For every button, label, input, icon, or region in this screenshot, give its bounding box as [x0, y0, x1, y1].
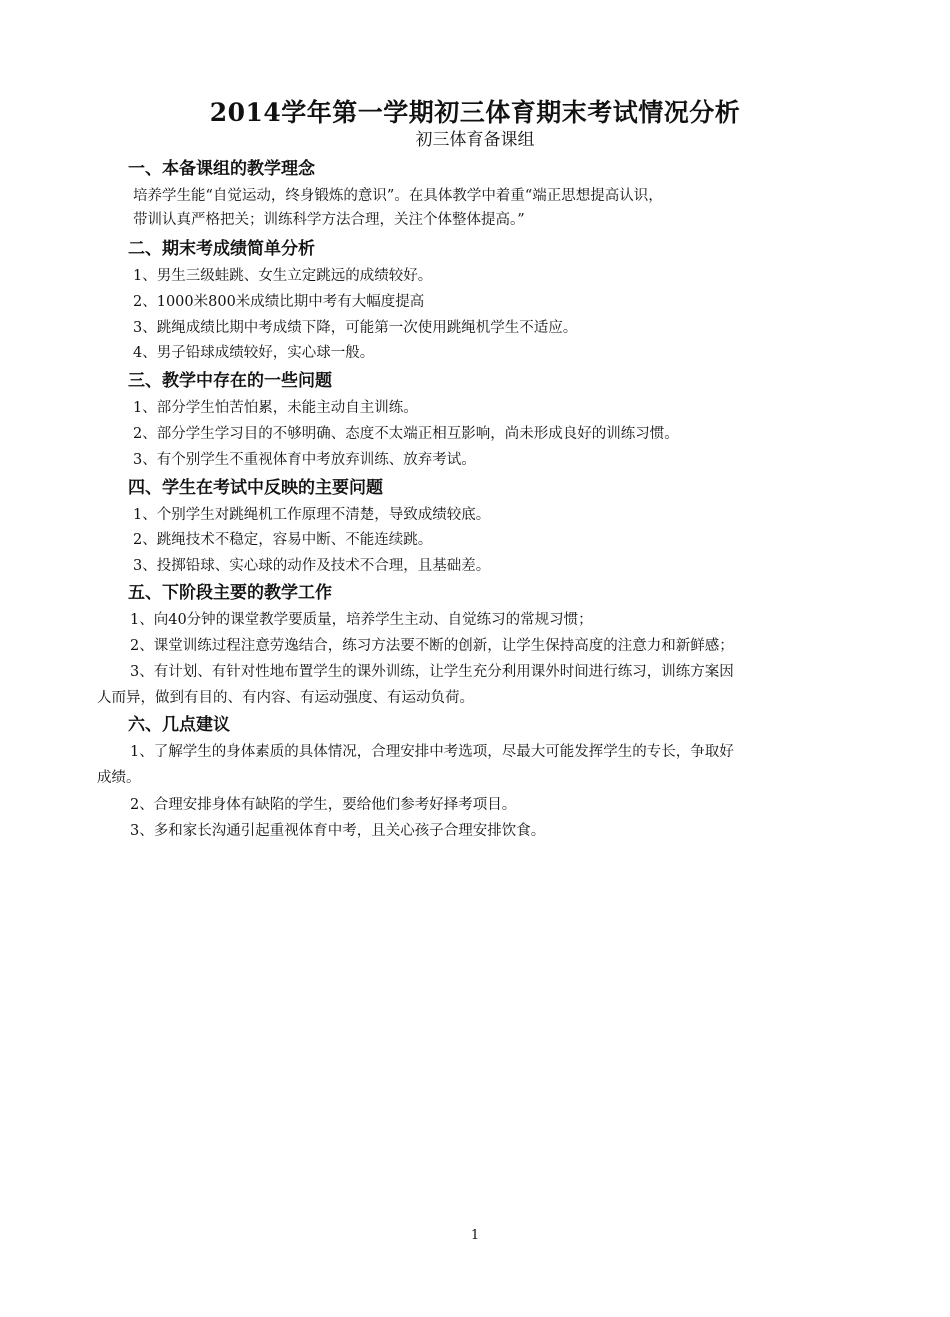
section-heading-3: 三、教学中存在的一些问题: [128, 371, 332, 391]
list-item: 1、向40分钟的课堂教学要质量，培养学生主动、自觉练习的常规习惯；: [130, 612, 593, 628]
list-item: 2、课堂训练过程注意劳逸结合，练习方法要不断的创新，让学生保持高度的注意力和新鲜感；: [130, 638, 734, 654]
document-subtitle: 初三体育备课组: [415, 130, 535, 150]
list-item: 3、有计划、有针对性地布置学生的课外训练，让学生充分利用课外时间进行练习，训练方案因: [130, 664, 734, 680]
list-item: 3、多和家长沟通引起重视体育中考，且关心孩子合理安排饮食。: [130, 823, 546, 839]
list-item: 1、男生三级蛙跳、女生立定跳远的成绩较好。: [133, 268, 433, 284]
list-item: 3、投掷铅球、实心球的动作及技术不合理，且基础差。: [133, 558, 491, 574]
list-item: 3、有个别学生不重视体育中考放弃训练、放弃考试。: [133, 452, 476, 468]
list-item: 2、部分学生学习目的不够明确、态度不太端正相互影响，尚未形成良好的训练习惯。: [133, 426, 679, 442]
section-heading-6: 六、几点建议: [128, 715, 230, 735]
list-item: 2、合理安排身体有缺陷的学生，要给他们参考好择考项目。: [130, 797, 517, 813]
list-item: 2、1000米800米成绩比期中考有大幅度提高: [133, 294, 425, 310]
section-heading-5: 五、下阶段主要的教学工作: [128, 583, 332, 603]
list-item: 2、跳绳技术不稳定，容易中断、不能连续跳。: [133, 532, 433, 548]
list-item-continuation: 成绩。: [97, 770, 141, 786]
paragraph-line: 培养学生能“自觉运动，终身锻炼的意识”。在具体教学中着重“端正思想提高认识，: [133, 188, 663, 204]
list-item: 1、部分学生怕苦怕累，未能主动自主训练。: [133, 400, 418, 416]
list-item: 1、了解学生的身体素质的具体情况，合理安排中考选项，尽最大可能发挥学生的专长，争取好: [130, 744, 734, 760]
list-item: 3、跳绳成绩比期中考成绩下降，可能第一次使用跳绳机学生不适应。: [133, 320, 578, 336]
paragraph-line: 带训认真严格把关；训练科学方法合理，关注个体整体提高。”: [133, 212, 525, 228]
list-item: 1、个别学生对跳绳机工作原理不清楚，导致成绩较底。: [133, 507, 491, 523]
section-heading-2: 二、期末考成绩简单分析: [128, 239, 315, 259]
list-item: 4、男子铅球成绩较好，实心球一般。: [133, 345, 375, 361]
page-number: 1: [470, 1228, 480, 1243]
section-heading-1: 一、本备课组的教学理念: [128, 159, 315, 179]
document-title: 2014学年第一学期初三体育期末考试情况分析: [209, 98, 741, 127]
list-item-continuation: 人而异，做到有目的、有内容、有运动强度、有运动负荷。: [97, 690, 474, 706]
section-heading-4: 四、学生在考试中反映的主要问题: [128, 478, 383, 498]
